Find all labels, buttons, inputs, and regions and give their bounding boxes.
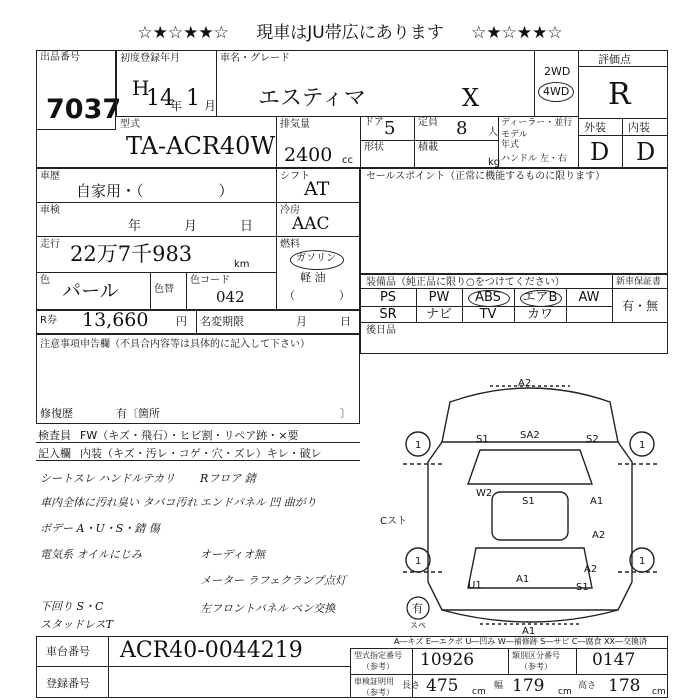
cert-length: 475	[426, 676, 459, 696]
mark-bottom-center: A1	[516, 574, 530, 585]
remark-2: Rフロア 錆	[200, 472, 256, 485]
stars-right: ☆★☆★★☆	[471, 23, 563, 43]
repair-value: 有〔箇所	[116, 407, 160, 420]
inspector-label: 検査員	[38, 429, 71, 442]
equipment-label: 装備品（純正品に限り○をつけてください）	[366, 277, 565, 288]
vin-value: ACR40-0044219	[120, 638, 303, 663]
displacement-label: 排気量	[280, 119, 310, 130]
model-designation-value: 10926	[420, 650, 475, 670]
load-label: 積載	[418, 142, 438, 153]
cert-width: 179	[512, 676, 545, 696]
inspection-month: 月	[184, 219, 198, 234]
registration-label: 初度登録年月	[120, 53, 180, 64]
mark-bottom-right2: A2	[584, 564, 598, 575]
registration-year-unit: 年	[170, 99, 183, 113]
mark-left-mid: W2	[476, 488, 493, 499]
cert-height-label: 高さ	[578, 681, 597, 691]
lot-number: 7037	[46, 94, 122, 125]
cert-width-unit: cm	[558, 687, 572, 697]
cert-height: 178	[608, 676, 641, 696]
remark-7: 電気系 オイルにじみ	[40, 548, 142, 561]
rego-expiry-month: 月	[296, 315, 307, 328]
remark-1: シートスレ ハンドルテカリ	[40, 472, 176, 485]
cert-length-unit: cm	[472, 687, 486, 697]
mark-right-mid2: A2	[592, 530, 606, 541]
registration-year: 14	[146, 86, 174, 111]
capacity-label: 定員	[418, 117, 438, 128]
exterior-label: 外装	[584, 121, 606, 134]
mark-wheel-3: 1	[415, 556, 422, 567]
recycle-label: R券	[40, 315, 57, 326]
equip-abs: ABS	[475, 290, 501, 305]
location-notice: 現車はJU帯広にあります	[256, 23, 444, 43]
dealer-label: ディーラー・並行	[501, 118, 573, 128]
repair-label: 修復歴	[40, 407, 73, 420]
sales-point-label: セールスポイント（正常に機能するものに限ります）	[366, 171, 606, 182]
car-name: エスティマ	[258, 86, 366, 111]
mileage-label: 走行	[40, 239, 60, 250]
drive-4wd: 4WD	[543, 85, 570, 98]
mark-wheel-1: 1	[415, 440, 422, 451]
cert-label: 車検証明用	[354, 677, 394, 686]
mark-side-note: Cスト	[380, 516, 407, 527]
repair-close: 〕	[340, 407, 351, 420]
fuel-label: 燃料	[280, 239, 300, 250]
remark-9: 下回り S・C	[40, 600, 104, 613]
interior-grade: D	[636, 138, 656, 166]
mark-rear: A1	[522, 626, 536, 637]
aircon-value: AAC	[292, 214, 330, 234]
registration-month-unit: 月	[204, 99, 217, 113]
remark-4: エンドパネル 凹 曲がり	[200, 496, 317, 509]
mark-top-left: S1	[476, 434, 489, 445]
model-year-label: モデル	[501, 130, 528, 140]
load-unit: kg	[488, 157, 501, 168]
equip-sr: SR	[379, 307, 397, 322]
history-value: 自家用・（ ）	[76, 182, 234, 200]
shift-label: シフト	[280, 171, 310, 182]
displacement-value: 2400	[284, 144, 333, 166]
fuel-diesel: 軽 油	[300, 271, 326, 284]
equip-airbag: エアB	[522, 290, 558, 305]
cert-height-unit: cm	[652, 687, 666, 697]
model-label: 型式	[120, 119, 140, 130]
fuel-gasoline: ガソリン	[296, 253, 336, 264]
color-value: パール	[62, 280, 119, 302]
equip-aw: AW	[578, 290, 600, 305]
color-change-label: 色替	[154, 284, 174, 295]
recycle-value: 13,660	[82, 309, 149, 331]
damage-legend: A―キズ E―エクボ U―凹み W―補修跡 S―サビ C―腐食 XX―交換済	[394, 637, 648, 646]
remark-10: 左フロントパネル ペン交換	[200, 602, 336, 615]
mark-top-center: SA2	[520, 430, 540, 441]
evaluation-label: 評価点	[598, 53, 631, 66]
mark-wheel-2: 1	[639, 440, 646, 451]
remark-6: オーディオ無	[200, 548, 266, 561]
capacity-unit: 人	[488, 127, 498, 138]
registration-month: 1	[186, 86, 200, 111]
warranty-value: 有・無	[622, 299, 659, 313]
model-code: TA-ACR40W	[126, 132, 276, 160]
remark-11: スタッドレスT	[40, 618, 114, 631]
doors-label: ドア	[364, 117, 384, 128]
warranty-label: 新車保証書	[616, 277, 662, 287]
cert-sub: （参考）	[362, 688, 394, 697]
shape-label: 形状	[364, 142, 384, 153]
mark-top-right: S2	[586, 434, 599, 445]
aircon-label: 冷房	[280, 205, 300, 216]
category-label: 類別区分番号	[512, 651, 560, 660]
displacement-unit: cc	[342, 155, 353, 166]
entry-label: 記入欄	[38, 447, 71, 460]
exterior-grade: D	[590, 138, 610, 166]
fuel-other: （ ）	[284, 289, 350, 302]
remark-3: 車内全体に汚れ臭い タバコ汚れ	[40, 496, 198, 509]
interior-label: 内装	[628, 121, 650, 134]
equip-pw: PW	[428, 290, 450, 305]
color-code-label: 色コード	[190, 275, 230, 286]
sales-point-box	[360, 168, 668, 274]
mark-bottom-right: S1	[576, 582, 589, 593]
equip-ps: PS	[379, 290, 397, 305]
mileage-unit: km	[234, 259, 250, 270]
rego-expiry-label: 名変期限	[200, 315, 244, 328]
lot-label: 出品番号	[40, 52, 80, 63]
mark-center: S1	[522, 496, 535, 507]
car-grade: X	[462, 84, 480, 112]
inspector-value: FW（キズ・飛石）・ヒビ割・リペア跡・×要	[80, 429, 299, 442]
mark-front: A2	[518, 378, 532, 389]
vin-label: 車台番号	[46, 645, 90, 658]
mark-right-mid1: A1	[590, 496, 604, 507]
history-label: 車歴	[40, 171, 60, 182]
category-sub: （参考）	[520, 662, 552, 671]
equip-leather: カワ	[526, 307, 553, 322]
entry-value: 内装（キズ・汚レ・コゲ・穴・ズレ）キレ・破レ	[80, 447, 322, 460]
rear-seat-label: 後日品	[366, 325, 396, 336]
inspection-label: 車検	[40, 205, 60, 216]
header-banner	[0, 18, 700, 43]
drive-2wd: 2WD	[544, 65, 571, 78]
capacity-value: 8	[456, 118, 468, 139]
color-label: 色	[40, 275, 50, 286]
model-designation-label: 型式指定番号	[354, 651, 402, 660]
color-code: 042	[216, 288, 245, 306]
mark-wheel-4: 1	[639, 556, 646, 567]
handle-label: ハンドル 左・右	[501, 154, 567, 164]
recycle-unit: 円	[176, 315, 187, 328]
model-year-label2: 年式	[501, 140, 520, 150]
category-value: 0147	[592, 650, 636, 670]
registration-era: H	[132, 76, 150, 100]
inspection-day: 日	[240, 219, 254, 234]
equip-tv: TV	[479, 307, 497, 322]
rego-expiry-day: 日	[340, 315, 351, 328]
cert-width-label: 幅	[494, 681, 504, 691]
car-damage-diagram	[380, 372, 680, 640]
car-name-label: 車名・グレード	[220, 53, 290, 64]
registration-number-label: 登録番号	[46, 677, 90, 690]
inspection-year: 年	[128, 219, 142, 234]
mark-hand-sub: スペ	[410, 621, 426, 630]
mark-bottom-left: U1	[468, 580, 482, 591]
mark-hand: 有	[412, 602, 423, 615]
equip-navi: ナビ	[425, 307, 452, 322]
shift-value: AT	[304, 178, 330, 200]
model-designation-sub: （参考）	[362, 662, 394, 671]
cert-length-label: 長さ	[402, 681, 421, 691]
remark-8: メーター ラフェクランプ点灯	[200, 574, 346, 587]
doors-value: 5	[384, 118, 396, 139]
remark-5: ボデー A・U・S・錆 傷	[40, 522, 160, 535]
stars-left: ☆★☆★★☆	[137, 23, 229, 43]
notes-label: 注意事項申告欄（不具合内容等は具体的に記入して下さい）	[40, 339, 310, 350]
mileage-value: 22万7千983	[70, 242, 193, 266]
evaluation-score: R	[608, 77, 631, 112]
